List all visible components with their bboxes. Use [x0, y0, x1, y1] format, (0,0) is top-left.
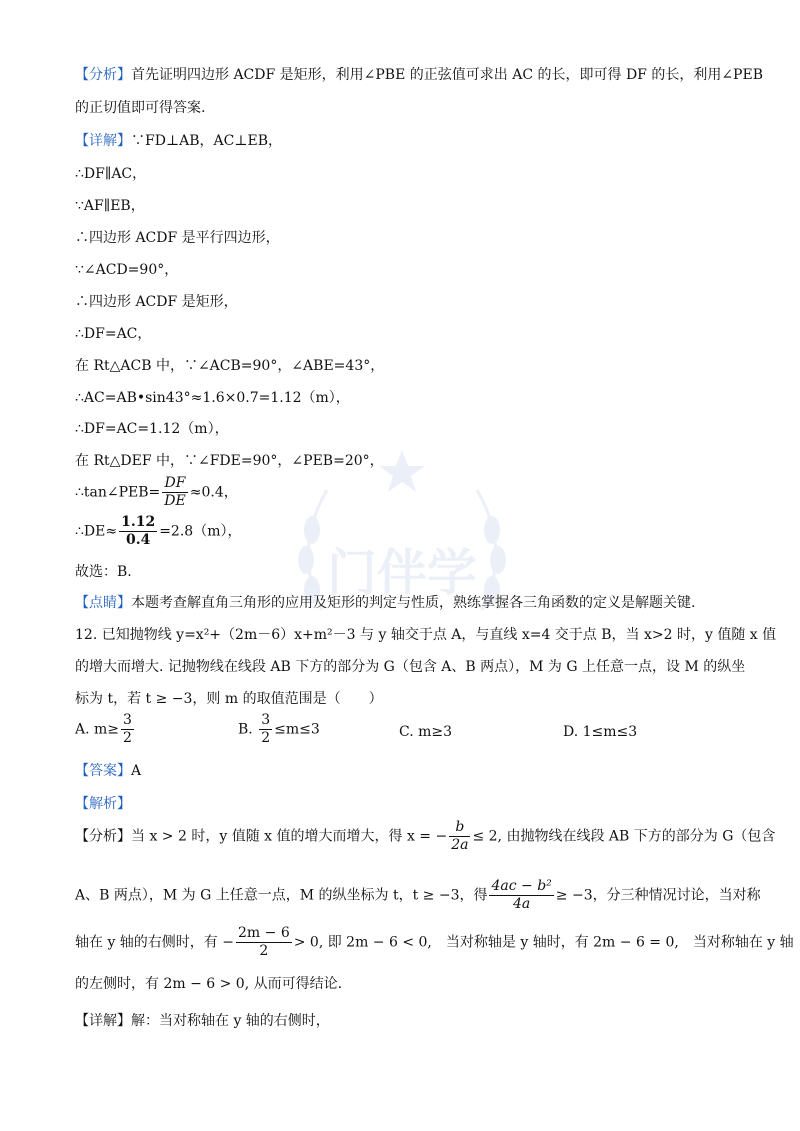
option-b-suffix: ≤m≤3 [274, 721, 320, 738]
fraction-numerator: 1.12 [121, 514, 156, 530]
explain-tag: 【解析】 [75, 796, 131, 812]
fraction-numerator: 4ac − b² [491, 878, 552, 894]
tan-expression-suffix: ≈0.4， [189, 484, 238, 501]
detail-line-1 [75, 132, 282, 150]
detail-line-2: ∴DF∥AC， [75, 166, 147, 182]
detail-line-10: ∴DF=AC=1.12（m）， [75, 421, 229, 437]
option-c: C. m≥3 [399, 724, 453, 740]
fraction-denominator: 2 [123, 730, 132, 746]
detail2-text: 解：当对称轴在 y 轴的右侧时， [131, 1013, 330, 1029]
de-expression-prefix: ∴DE≈ [75, 523, 118, 540]
analysis-text-1: 首先证明四边形 ACDF 是矩形，利用∠PBE 的正弦值可求出 AC 的长，即可得 DF 的长，利用∠PEB [131, 67, 763, 83]
de-expression-suffix: =2.8（m）， [159, 523, 242, 540]
comment-text: 本题考查解直角三角形的应用及矩形的判定与性质，熟练掌握各三角函数的定义是解题关键. [131, 595, 696, 611]
analysis2-text-2b: ≥ −3，分三种情况讨论，当对称 [555, 887, 761, 904]
answer-tag: 【答案】 [75, 763, 131, 779]
fraction-axis [236, 925, 292, 960]
fraction-numerator: 3 [123, 712, 132, 728]
fraction-denominator: 2 [259, 943, 269, 959]
detail-tag: 【详解】 [75, 133, 131, 149]
comment-tag: 【点睛】 [75, 595, 131, 611]
detail-line-9: ∴AC=AB•sin43°≈1.6×0.7=1.12（m）， [75, 390, 350, 406]
fraction-vertex-y [489, 878, 553, 913]
detail-text-1: ∵FD⊥AB，AC⊥EB， [131, 133, 282, 149]
answer-value: A [131, 763, 142, 779]
question-12-line-1: 12. 已知抛物线 y=x²+（2m－6）x+m²－3 与 y 轴交于点 A，与直线 x=4 交于点 B，当 x>2 时，y 值随 x 值 [75, 627, 777, 643]
fraction-112-04 [119, 514, 157, 549]
fraction-denominator: 2a [451, 837, 469, 853]
analysis2-tag: 【分析】 [75, 828, 131, 845]
fraction-denominator: 0.4 [125, 532, 151, 548]
analysis2-line-3 [75, 925, 794, 960]
fraction-denominator: DE [164, 493, 186, 509]
analysis2-line-4: 的左侧时，有 2m − 6 > 0, 从而可得结论. [75, 976, 343, 992]
fraction-denominator: 4a [513, 896, 531, 912]
analysis2-line-2 [75, 878, 761, 913]
detail-line-11: 在 Rt△DEF 中，∵∠FDE=90°，∠PEB=20°， [75, 453, 384, 469]
option-b-fraction [259, 712, 272, 747]
detail-line-6: ∴四边形 ACDF 是矩形， [75, 294, 238, 310]
analysis2-text-2a: A、B 两点），M 为 G 上任意一点，M 的纵坐标为 t，t ≥ −3，得 [75, 887, 488, 904]
fraction-numerator: 2m − 6 [238, 925, 290, 941]
analysis2-text-1b: ≤ 2, 由抛物线在线段 AB 下方的部分为 G（包含 [472, 828, 776, 845]
question-12-line-3: 标为 t，若 t ≥ −3，则 m 的取值范围是（ ） [75, 691, 383, 707]
detail-line-4: ∴四边形 ACDF 是平行四边形， [75, 230, 280, 246]
analysis2-text-3b: > 0, 即 2m − 6 < 0, 当对称轴是 y 轴时，有 2m − 6 = 0, 当对称轴在 y 轴 [293, 934, 794, 951]
analysis-tag: 【分析】 [75, 67, 131, 83]
analysis2-text-3a: 轴在 y 轴的右侧时，有 − [75, 934, 234, 951]
tan-expression-prefix: ∴tan∠PEB= [75, 484, 161, 501]
watermark-text: 门伴学 [327, 544, 477, 602]
detail-line-3: ∵AF∥EB， [75, 198, 145, 214]
answer-line [75, 762, 141, 780]
fraction-b-2a [449, 819, 470, 854]
detail-line-13 [75, 514, 241, 549]
option-b [238, 712, 320, 747]
option-a-fraction [121, 712, 134, 747]
analysis-line-2: 的正切值即可得答案. [75, 100, 206, 116]
fraction-numerator: b [449, 819, 470, 837]
question-12-line-2: 的增大而增大. 记抛物线在线段 AB 下方的部分为 G（包含 A、B 两点），M 为 G 上任意一点，设 M 的纵坐 [75, 659, 746, 675]
fraction-numerator: 3 [261, 712, 271, 728]
fraction-numerator: DF [162, 475, 187, 493]
detail-line-8: 在 Rt△ACB 中，∵∠ACB=90°，∠ABE=43°， [75, 358, 385, 374]
detail-line-5: ∵∠ACD=90°， [75, 262, 179, 278]
fraction-df-de [162, 475, 187, 510]
detail2-line [75, 1012, 330, 1030]
analysis2-line-1 [75, 819, 775, 854]
detail-line-7: ∴DF=AC， [75, 326, 152, 342]
detail-line-12 [75, 475, 238, 510]
comment-line [75, 594, 695, 612]
detail2-tag: 【详解】 [75, 1013, 131, 1029]
analysis2-text-1a: 当 x > 2 时，y 值随 x 值的增大而增大，得 x = − [131, 828, 448, 845]
option-a-label: A. m≥ [75, 721, 120, 738]
option-a [75, 712, 136, 747]
analysis-line-1 [75, 66, 763, 84]
detail-line-14: 故选：B. [75, 564, 132, 580]
option-b-label: B. [238, 721, 253, 738]
option-d: D. 1≤m≤3 [563, 724, 638, 740]
fraction-denominator: 2 [261, 730, 271, 746]
